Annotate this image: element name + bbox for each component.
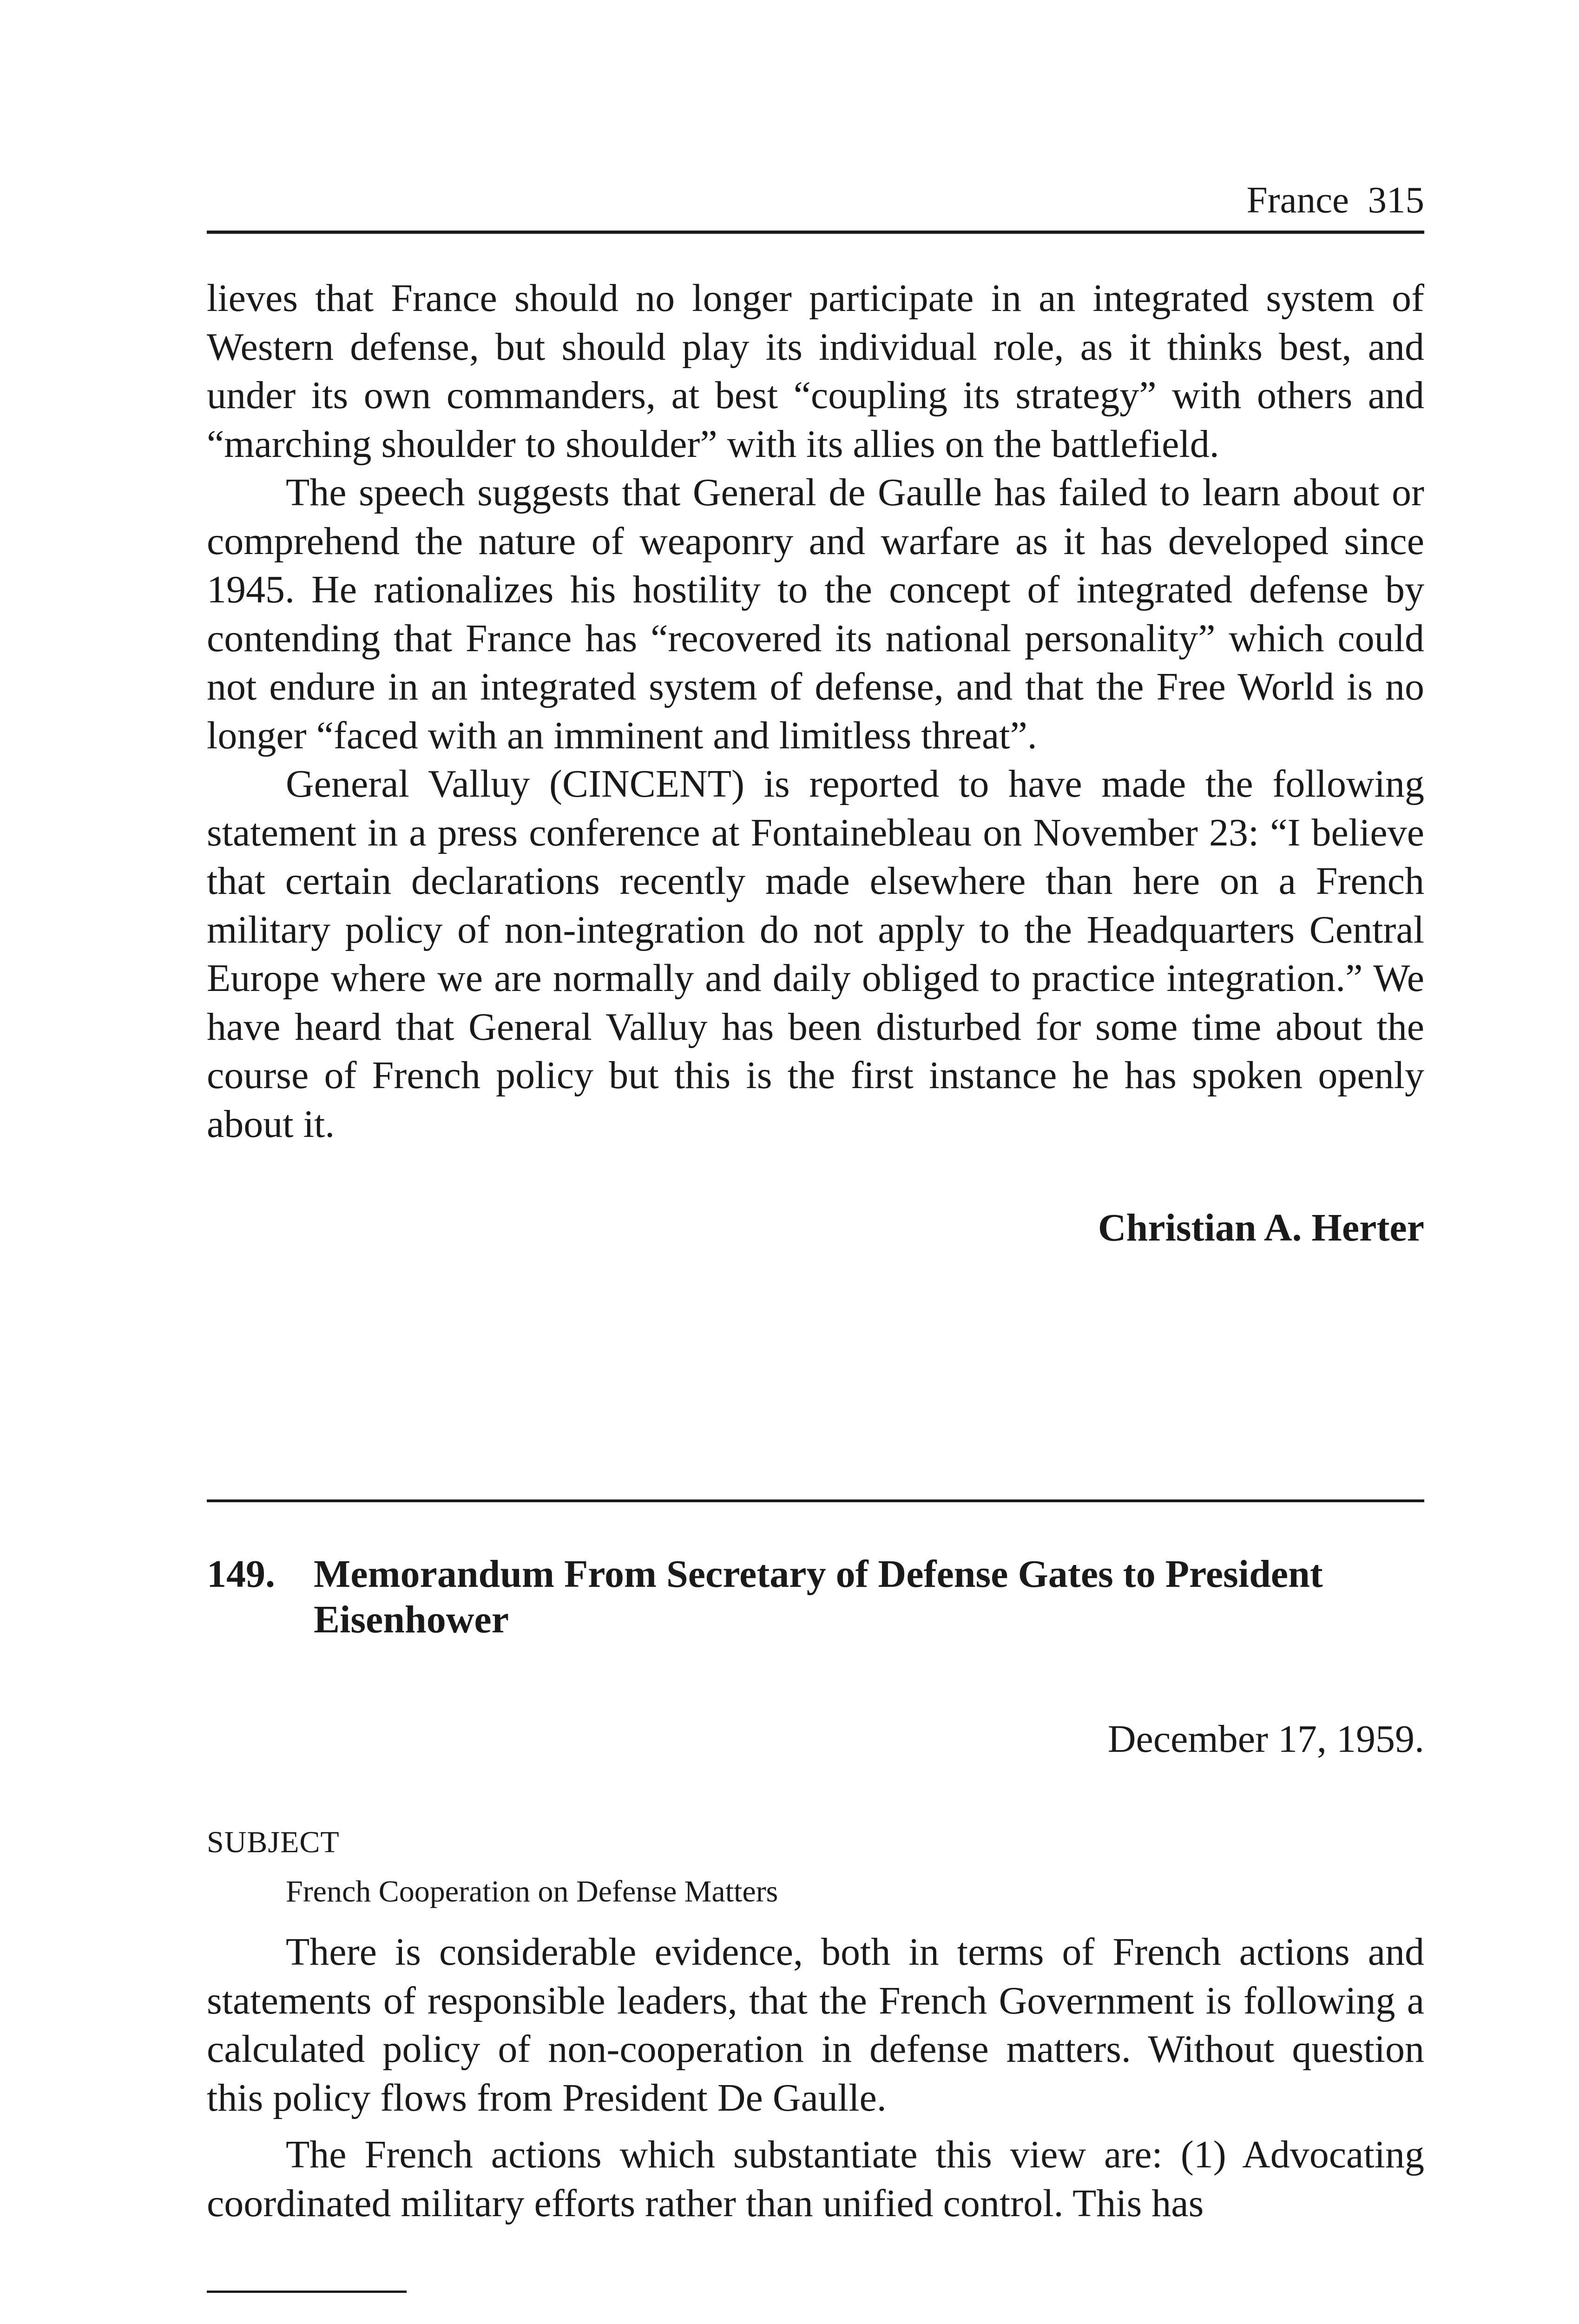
document-heading — [207, 1552, 1424, 1643]
document-separator-rule — [207, 1499, 1424, 1502]
paragraph: There is considerable evidence, both in terms of French actions and statements of responsible leaders, that the French Government is following a calculated policy of non-cooperation in defense matters. Without question this policy flows from President De Gaulle. — [207, 1930, 1424, 2119]
document-date: December 17, 1959. — [1107, 1717, 1424, 1761]
header-rule — [207, 231, 1424, 234]
memorandum-text — [207, 1928, 1424, 2228]
subject-label: SUBJECT — [207, 1825, 340, 1859]
signature: Christian A. Herter — [1098, 1206, 1424, 1249]
paragraph: lieves that France should no longer participate in an integrated system of Western defense, but should play its individual role, as it thinks best, and under its own commanders, at best “coupling its strategy” with others and “marching shoulder to shoulder” with its allies on the battlefield. — [207, 277, 1424, 466]
document-number: 149. — [207, 1552, 275, 1596]
page-number: 315 — [1368, 179, 1424, 221]
running-title: France — [1246, 179, 1349, 221]
subject-value: French Cooperation on Defense Matters — [286, 1875, 778, 1908]
continued-text — [207, 274, 1424, 1149]
footnote-rule — [207, 2291, 407, 2293]
document-title: Memorandum From Secretary of Defense Gates to President Eisenhower — [314, 1552, 1323, 1641]
paragraph: The French actions which substantiate this view are: (1) Advocating coordinated military efforts rather than unified control. This has — [207, 2133, 1424, 2225]
running-header — [207, 177, 1424, 223]
paragraph: The speech suggests that General de Gaulle has failed to learn about or comprehend the nature of weaponry and warfare as it has developed since 1945. He rationalizes his hostility to the concept of integrated defense by contending that France has “recovered its national personality” which could not endure in an integrated system of defense, and that the Free World is no longer “faced with an imminent and limitless threat”. — [207, 471, 1424, 757]
paragraph: General Valluy (CINCENT) is reported to have made the following statement in a press conference at Fontainebleau on November 23: “I believe that certain declarations recently made elsewhere than here on a French military policy of non-integration do not apply to the Headquarters Central Europe where we are normally and daily obliged to practice integration.” We have heard that General Valluy has been disturbed for some time about the course of French policy but this is the first instance he has spoken openly about it. — [207, 762, 1424, 1146]
